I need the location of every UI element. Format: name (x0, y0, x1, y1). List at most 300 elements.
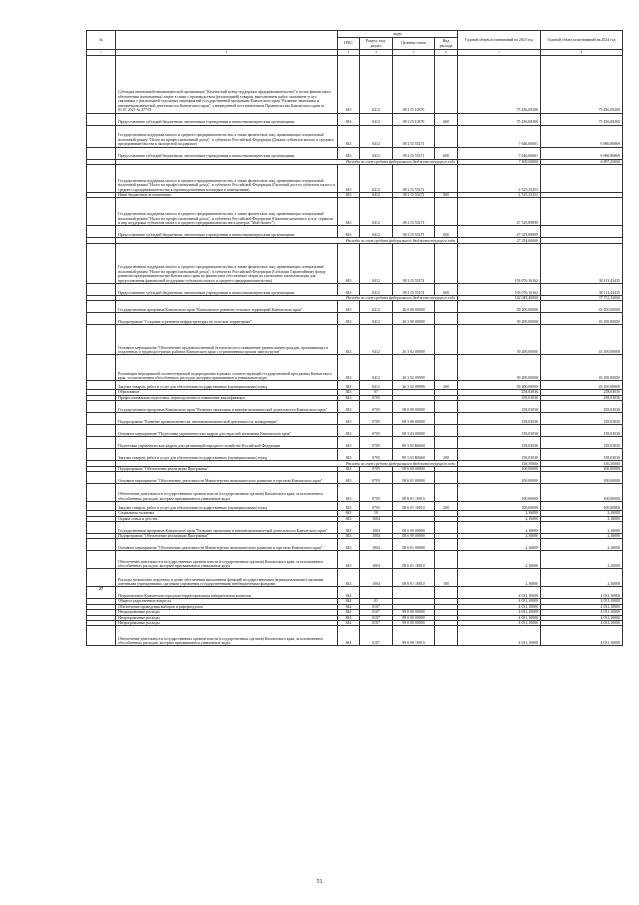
razdel-code: 0412 (360, 301, 393, 313)
razdel-code: 0107 (360, 604, 393, 609)
amount-2024: 75 456,09200 (541, 113, 623, 125)
amount-2023: 158,03030 (458, 437, 541, 449)
expense-type-code (435, 587, 458, 599)
row-name: Субсидия автономной некоммерческой организации "Камчатский центр поддержки предпринимательства" в целях финансового обеспечения (возмещения) затрат в связи с производством (реализацией) товаров, выполнением работ, оказанием услуг, связанных с реализацией отдельных мероприятий государственной программы Камчатского края "Развитие экономики и внешнеэкономической деятельности Камчатского края", утвержденной постановлением Правительства Камчатского края от 01.07.2021 № 277-П (116, 55, 338, 113)
amount-2024: 43 100,00000 (541, 355, 623, 381)
razdel-code: 0107 (360, 626, 393, 646)
expense-type-code: 800 (435, 193, 458, 198)
table-row (87, 165, 623, 193)
amount-2023: 158,03030 (458, 413, 541, 425)
table-row (87, 313, 623, 325)
grbs-code: 843 (338, 425, 360, 437)
row-name: Образование (116, 390, 338, 395)
row-number (87, 472, 116, 484)
row-name: Подпрограмма "Обеспечение реализации Программы" (116, 533, 338, 538)
razdel-code: 1004 (360, 521, 393, 533)
target-article-code: 99 0 00 00000 (393, 620, 435, 625)
target-article-code: 08 2 I5 55274 (393, 283, 435, 295)
row-name: Иные бюджетные ассигнования (116, 193, 338, 198)
razdel-code: 0412 (360, 55, 393, 113)
row-number (87, 626, 116, 646)
amount-2024: 43 100,00000 (541, 381, 623, 390)
expense-type-code: 600 (435, 147, 458, 159)
amount-2023: 2,16000 (458, 539, 541, 551)
razdel-code: 0412 (360, 125, 393, 147)
target-article-code: 08 2 I5 55271 (393, 147, 435, 159)
grbs-code: 843 (338, 165, 360, 193)
amount-2023: 7 646,06061 (458, 147, 541, 159)
row-name: Предоставление субсидий бюджетным, автономным учреждениям и иным некоммерческим организациям (116, 226, 338, 238)
grbs-code: 843 (338, 539, 360, 551)
amount-2024: 6 966,86869 (541, 125, 623, 147)
amount-2024 (541, 165, 623, 193)
amount-2023: 4 031,10000 (458, 610, 541, 615)
amount-2023: 102 045,40000 (458, 295, 541, 301)
row-name: Предоставление субсидий бюджетным, автономным учреждениям и иным некоммерческим организациям (116, 147, 338, 159)
row-number (87, 401, 116, 413)
row-number (87, 425, 116, 437)
amount-2023: 258,03030 (458, 395, 541, 400)
table-row (87, 626, 623, 646)
row-number (87, 243, 116, 283)
target-article-code: 08 6 00 00000 (393, 533, 435, 538)
row-name: Расходы на выплаты персоналу в целях обеспечения выполнения функций государственными (муниципальными) органами, казенными учреждениями, органами управления государственными внебюджетными фондами (116, 569, 338, 587)
row-name: Обеспечение деятельности государственных органов власти (государственных органов) Камчатского края, за исключением обособленных расходов, которым присваиваются уникальные коды (116, 551, 338, 569)
table-row (87, 243, 623, 283)
expense-type-code (435, 355, 458, 381)
amount-2024: 43 100,00000 (541, 301, 623, 313)
expense-type-code (435, 313, 458, 325)
expense-type-code (435, 165, 458, 193)
amount-2024: 43 100,00000 (541, 313, 623, 325)
razdel-code: 0412 (360, 355, 393, 381)
table-row (87, 521, 623, 533)
row-name: Государственная поддержка малого и среднего предпринимательства, а также физических лиц, применяющих специальный налоговый режим "Налог на профессиональный доход", в субъектах Российской Федерации (Льготный доступ субъектов малого и среднего предпринимательства к производственным площадям и помещениям) (116, 165, 338, 193)
col-num: 5 (393, 50, 435, 56)
budget-table (86, 30, 623, 646)
grbs-code: 843 (338, 533, 360, 538)
amount-2024: 37 732,30000 (541, 295, 623, 301)
amount-2023: 39 200,00000 (458, 301, 541, 313)
razdel-code: 0705 (360, 502, 393, 511)
amount-2023: 2,16000 (458, 511, 541, 516)
amount-2023: 103 076,16162 (458, 243, 541, 283)
grbs-code: 843 (338, 390, 360, 395)
expense-type-code: 200 (435, 449, 458, 461)
amount-2023: 27 529,89899 (458, 198, 541, 226)
amount-2024: 2,16000 (541, 521, 623, 533)
amount-2023: 100,00000 (458, 502, 541, 511)
razdel-code: 0705 (360, 484, 393, 502)
amount-2024: 4 031,10000 (541, 599, 623, 604)
razdel-code: 0412 (360, 165, 393, 193)
expense-type-code (435, 401, 458, 413)
amount-2024: 100,00000 (541, 502, 623, 511)
row-name: Государственная поддержка малого и среднего предпринимательства, а также физических лиц, применяющих специальный налоговый режим "Налог на профессиональный доход", в субъектах Российской Федерации (Субсидии Гарантийному фонду развития предпринимательства Камчатского края на финансовое обеспечение затрат на увеличение капитализации для предоставления финансовой поддержки субъектам малого и среднего предпринимательства) (116, 243, 338, 283)
table-row (87, 437, 623, 449)
target-article-code: 26 3 02 09990 (393, 355, 435, 381)
table-row (87, 502, 623, 511)
amount-2023: 258,03030 (458, 401, 541, 413)
amount-2023: 103 076,16162 (458, 283, 541, 295)
amount-2023: 2,16000 (458, 521, 541, 533)
amount-2024: 6 966,86869 (541, 147, 623, 159)
expense-type-code: 600 (435, 113, 458, 125)
table-row (87, 198, 623, 226)
expense-type-code (435, 551, 458, 569)
amount-2023: 100,00000 (458, 472, 541, 484)
table-row (87, 381, 623, 390)
target-article-code: 08 6 00 00000 (393, 466, 435, 471)
note-label: Расходы за счет средств федерального бюджета текущего года (116, 238, 458, 244)
amount-2024: 258,03030 (541, 390, 623, 395)
row-name: Основное мероприятие "Подготовка управленческих кадров для отраслей экономики Камчатского края" (116, 425, 338, 437)
target-article-code: 08 3 03 R0660 (393, 437, 435, 449)
razdel-code: 0705 (360, 472, 393, 484)
table-row (87, 355, 623, 381)
amount-2024: 4 031,10000 (541, 626, 623, 646)
row-name: Основное мероприятие "Обеспечение продовольственной безопасности и повышение уровня жизни граждан, проживающих в отдаленных и труднодоступных районах Камчатского края с ограниченным сроком завоза грузов" (116, 325, 338, 355)
amount-2024: 2,16000 (541, 539, 623, 551)
amount-2024: 258,03030 (541, 395, 623, 400)
razdel-code: 0705 (360, 425, 393, 437)
target-article-code: 08 2 I5 55273 (393, 198, 435, 226)
row-number (87, 325, 116, 355)
row-name: Государственная программа Камчатского края "Развитие экономики и внешнеэкономической деятельности Камчатского края" (116, 521, 338, 533)
amount-2023: 156,30000 (458, 461, 541, 467)
row-name: Основное мероприятие "Обеспечение деятельности Министерства экономического развития и торговли Камчатского края" (116, 539, 338, 551)
amount-2024 (541, 198, 623, 226)
target-article-code: 26 3 02 00000 (393, 325, 435, 355)
target-article-code: 08 3 03 R0660 (393, 449, 435, 461)
row-name: Социальная политика (116, 511, 338, 516)
expense-type-code (435, 325, 458, 355)
target-article-code: 08 0 00 00000 (393, 521, 435, 533)
row-name: Обеспечение деятельности государственных органов власти (государственных органов) Камчатского края, за исключением обособленных расходов, которым присваиваются уникальные коды (116, 626, 338, 646)
amount-2023: 4 031,10000 (458, 599, 541, 604)
expense-type-code: 200 (435, 381, 458, 390)
amount-2023: 2,16000 (458, 569, 541, 587)
row-number (87, 165, 116, 193)
grbs-code: 844 (338, 587, 360, 599)
grbs-code: 843 (338, 437, 360, 449)
amount-2024: 158,03030 (541, 413, 623, 425)
row-name: Предоставление субсидий бюджетным, автономным учреждениям и иным некоммерческим организациям (116, 113, 338, 125)
row-name: Государственная поддержка малого и среднего предпринимательства, а также физических лиц, применяющих специальный налоговый режим "Налог на профессиональный доход", в субъектах Российской Федерации (Докапи субъектов малого и среднего предпринимательства к экспортной поддержке) (116, 125, 338, 147)
row-name: Непрограммные расходы (116, 610, 338, 615)
note-label: Расходы за счет средств федерального бюджета текущего года (116, 159, 458, 165)
amount-2023: 2 525,25253 (458, 165, 541, 193)
target-article-code: 08 2 I5 55272 (393, 193, 435, 198)
razdel-code: 1004 (360, 551, 393, 569)
amount-2024: 4 031,10000 (541, 615, 623, 620)
row-number (87, 539, 116, 551)
razdel-code: 0705 (360, 437, 393, 449)
row-number (87, 437, 116, 449)
target-article-code: 08 6 01 00000 (393, 539, 435, 551)
amount-2024: 2,16000 (541, 533, 623, 538)
amount-2024: 4 031,10000 (541, 604, 623, 609)
expense-type-code (435, 539, 458, 551)
col-num: 2 (116, 50, 338, 56)
amount-2023: 4 031,10000 (458, 587, 541, 599)
razdel-code: 0412 (360, 313, 393, 325)
grbs-code: 843 (338, 569, 360, 587)
row-number (87, 381, 116, 390)
row-number (87, 551, 116, 569)
row-name: Подпрограмма "Развитие промышленности, внешнеэкономической деятельности, конкуренции" (116, 413, 338, 425)
grbs-code: 843 (338, 355, 360, 381)
amount-2023: 4 031,10000 (458, 615, 541, 620)
amount-2024: 4 031,10000 (541, 587, 623, 599)
amount-2024: 158,03030 (541, 449, 623, 461)
grbs-code: 844 (338, 620, 360, 625)
grbs-code: 843 (338, 113, 360, 125)
table-row (87, 484, 623, 502)
amount-2023: 27 254,60000 (458, 238, 541, 244)
row-number (87, 113, 116, 125)
amount-2023: 100,00000 (458, 484, 541, 502)
amount-2024: 6 897,20000 (541, 159, 623, 165)
target-article-code: 08 2 I5 10370 (393, 113, 435, 125)
grbs-code: 843 (338, 325, 360, 355)
grbs-code: 844 (338, 604, 360, 609)
amount-2023: 2,16000 (458, 551, 541, 569)
razdel-code: 1004 (360, 533, 393, 538)
amount-2023: 4 031,10000 (458, 620, 541, 625)
table-row (87, 569, 623, 587)
header-vid: Вид расхода (435, 38, 458, 50)
header-vol-2023: Годовой объем ассигнований на 2023 год (458, 31, 541, 50)
table-row (87, 113, 623, 125)
row-number (87, 449, 116, 461)
target-article-code: 26 0 00 00000 (393, 301, 435, 313)
razdel-code: 0705 (360, 395, 393, 400)
target-article-code: 08 6 01 10010 (393, 502, 435, 511)
header-name (116, 31, 338, 50)
grbs-code: 843 (338, 521, 360, 533)
expense-type-code (435, 521, 458, 533)
row-name: Закупка товаров, работ и услуг для обеспечения государственных (муниципальных) нужд (116, 449, 338, 461)
row-name: Государственная программа Камчатского края "Развитие экономики и внешнеэкономической деятельности Камчатского края" (116, 401, 338, 413)
row-name: Подпрограмма "Создание и развитие инфраструктуры на сельских территориях" (116, 313, 338, 325)
grbs-code: 843 (338, 516, 360, 521)
amount-2024: 258,03030 (541, 401, 623, 413)
amount-2024: 4 031,10000 (541, 610, 623, 615)
amount-2024: 156,30000 (541, 461, 623, 467)
amount-2023: 100,00000 (458, 466, 541, 471)
target-article-code: 08 6 01 10010 (393, 551, 435, 569)
row-name: Государственная программа Камчатского края "Комплексное развитие сельских территорий Камчатского края" (116, 301, 338, 313)
target-article-code: 08 6 01 00000 (393, 472, 435, 484)
row-number (87, 413, 116, 425)
amount-2024: 158,03030 (541, 425, 623, 437)
amount-2023: 258,03030 (458, 390, 541, 395)
row-name: Обеспечение проведения выборов и референдумов (116, 604, 338, 609)
target-article-code: 99 0 00 00000 (393, 610, 435, 615)
expense-type-code (435, 484, 458, 502)
table-body (87, 55, 623, 646)
row-name: Закупка товаров, работ и услуг для обеспечения государственных (муниципальных) нужд (116, 381, 338, 390)
table-row (87, 472, 623, 484)
row-name: Профессиональная подготовка, переподготовка и повышение квалификации (116, 395, 338, 400)
amount-2024: 2,16000 (541, 569, 623, 587)
razdel-code: 0705 (360, 449, 393, 461)
grbs-code: 843 (338, 125, 360, 147)
amount-2023: 27 529,89899 (458, 226, 541, 238)
expense-type-code (435, 472, 458, 484)
grbs-code: 843 (338, 55, 360, 113)
row-number (87, 313, 116, 325)
grbs-code: 843 (338, 551, 360, 569)
razdel-code: 0412 (360, 283, 393, 295)
target-article-code: 08 0 00 00000 (393, 401, 435, 413)
note-label: Расходы за счет средств федерального бюджета текущего года (116, 461, 458, 467)
grbs-code: 843 (338, 511, 360, 516)
grbs-code: 843 (338, 381, 360, 390)
row-number (87, 55, 116, 113)
table-row (87, 551, 623, 569)
col-num: 1 (87, 50, 116, 56)
amount-2023: 75 456,09200 (458, 113, 541, 125)
target-article-code: 08 3 03 00000 (393, 425, 435, 437)
grbs-code: 843 (338, 147, 360, 159)
table-row (87, 449, 623, 461)
row-number (87, 125, 116, 147)
amount-2023: 2,16000 (458, 516, 541, 521)
expense-type-code (435, 198, 458, 226)
grbs-code: 843 (338, 313, 360, 325)
amount-2024: 100,00000 (541, 472, 623, 484)
target-article-code: 08 2 I5 55273 (393, 226, 435, 238)
razdel-code: 1004 (360, 539, 393, 551)
razdel-code: 0412 (360, 147, 393, 159)
row-name: Непрограммные расходы (116, 615, 338, 620)
razdel-code: 0412 (360, 243, 393, 283)
target-article-code (393, 587, 435, 599)
note-label: Расходы за счет средств федерального бюджета текущего года (116, 295, 458, 301)
expense-type-code (435, 301, 458, 313)
grbs-code: 843 (338, 395, 360, 400)
expense-type-code: 600 (435, 226, 458, 238)
expense-type-code (435, 243, 458, 283)
row-number (87, 283, 116, 295)
table-row (87, 301, 623, 313)
razdel-code: 1004 (360, 516, 393, 521)
amount-2024: 75 456,09200 (541, 55, 623, 113)
razdel-code: 0705 (360, 401, 393, 413)
table-row (87, 55, 623, 113)
expense-type-code (435, 437, 458, 449)
amount-2023: 158,03030 (458, 449, 541, 461)
header-grbs: ГРБС (338, 38, 360, 50)
grbs-code: 843 (338, 502, 360, 511)
target-article-code: 99 0 00 10010 (393, 626, 435, 646)
expense-type-code (435, 125, 458, 147)
target-article-code: 08 6 01 10010 (393, 484, 435, 502)
razdel-code: 0705 (360, 413, 393, 425)
amount-2024: 43 100,00000 (541, 325, 623, 355)
row-name: Государственная поддержка малого и среднего предпринимательства, а также физических лиц, применяющих специальный налоговый режим "Налог на профессиональный доход", в субъектах Российской Федерации (Оказание комплекса услуг, сервисов и мер поддержки субъектам малого и среднего предпринимательства в центрах "Мой бизнес") (116, 198, 338, 226)
row-name: Подпрограмма "Обеспечение реализации Программы" (116, 466, 338, 471)
amount-2024: 2,16000 (541, 551, 623, 569)
amount-2023: 39 200,00000 (458, 313, 541, 325)
target-article-code: 26 3 00 00000 (393, 313, 435, 325)
razdel-code: 0107 (360, 615, 393, 620)
grbs-code: 844 (338, 615, 360, 620)
razdel-code: 0412 (360, 198, 393, 226)
table-row (87, 425, 623, 437)
amount-2024: 2,16000 (541, 511, 623, 516)
row-number (87, 569, 116, 587)
table-row (87, 539, 623, 551)
amount-2023: 4 031,10000 (458, 604, 541, 609)
target-article-code: 08 2 I5 55272 (393, 165, 435, 193)
expense-type-code (435, 626, 458, 646)
row-name: Предоставление субсидий бюджетным, автономным учреждениям и иным некоммерческим организациям (116, 283, 338, 295)
expense-type-code (435, 413, 458, 425)
table-row (87, 226, 623, 238)
page-number: 51 (316, 879, 323, 885)
row-number (87, 355, 116, 381)
row-name: Основное мероприятие "Обеспечение деятельности Министерства экономического развития и торговли Камчатского края" (116, 472, 338, 484)
amount-2023: 2,16000 (458, 533, 541, 538)
razdel-code: 0412 (360, 325, 393, 355)
razdel-code: 07 (360, 390, 393, 395)
amount-2023: 4 031,10000 (458, 626, 541, 646)
header-codes: коды (338, 31, 458, 38)
amount-2023: 158,03030 (458, 425, 541, 437)
amount-2024: 4 031,10000 (541, 620, 623, 625)
amount-2024 (541, 226, 623, 238)
amount-2023: 2 525,25253 (458, 193, 541, 198)
table-row (87, 325, 623, 355)
grbs-code: 843 (338, 472, 360, 484)
grbs-code: 843 (338, 484, 360, 502)
expense-type-code (435, 425, 458, 437)
expense-type-code: 100 (435, 569, 458, 587)
razdel-code: 01 (360, 599, 393, 604)
target-article-code: 26 3 02 09990 (393, 381, 435, 390)
table-row (87, 413, 623, 425)
header-razdel: Раздел, под-раздел (360, 38, 393, 50)
target-article-code: 08 6 01 10010 (393, 569, 435, 587)
grbs-code: 843 (338, 283, 360, 295)
target-article-code: 08 2 I5 55271 (393, 125, 435, 147)
row-name: Реализация мероприятий соответствующей подпрограммы в рамках соответствующей государственной программы Камчатского края, за исключением обособленных расходов, которым присваиваются уникальные коды (116, 355, 338, 381)
amount-2023: 75 456,09200 (458, 55, 541, 113)
amount-2023: 7 646,06061 (458, 125, 541, 147)
col-num: 8 (541, 50, 623, 56)
table-row (87, 125, 623, 147)
grbs-code: 843 (338, 198, 360, 226)
row-number (87, 502, 116, 511)
amount-2024: 2,16000 (541, 516, 623, 521)
budget-table-container (86, 30, 622, 646)
target-article-code: 08 2 I5 55274 (393, 243, 435, 283)
razdel-code: 10 (360, 511, 393, 516)
expense-type-code: 200 (435, 502, 458, 511)
razdel-code: 0412 (360, 226, 393, 238)
grbs-code: 843 (338, 466, 360, 471)
razdel-code (360, 587, 393, 599)
table-row (87, 147, 623, 159)
grbs-code: 843 (338, 449, 360, 461)
target-article-code: 08 3 00 00000 (393, 413, 435, 425)
table-row (87, 283, 623, 295)
razdel-code: 0412 (360, 381, 393, 390)
razdel-code: 0412 (360, 113, 393, 125)
